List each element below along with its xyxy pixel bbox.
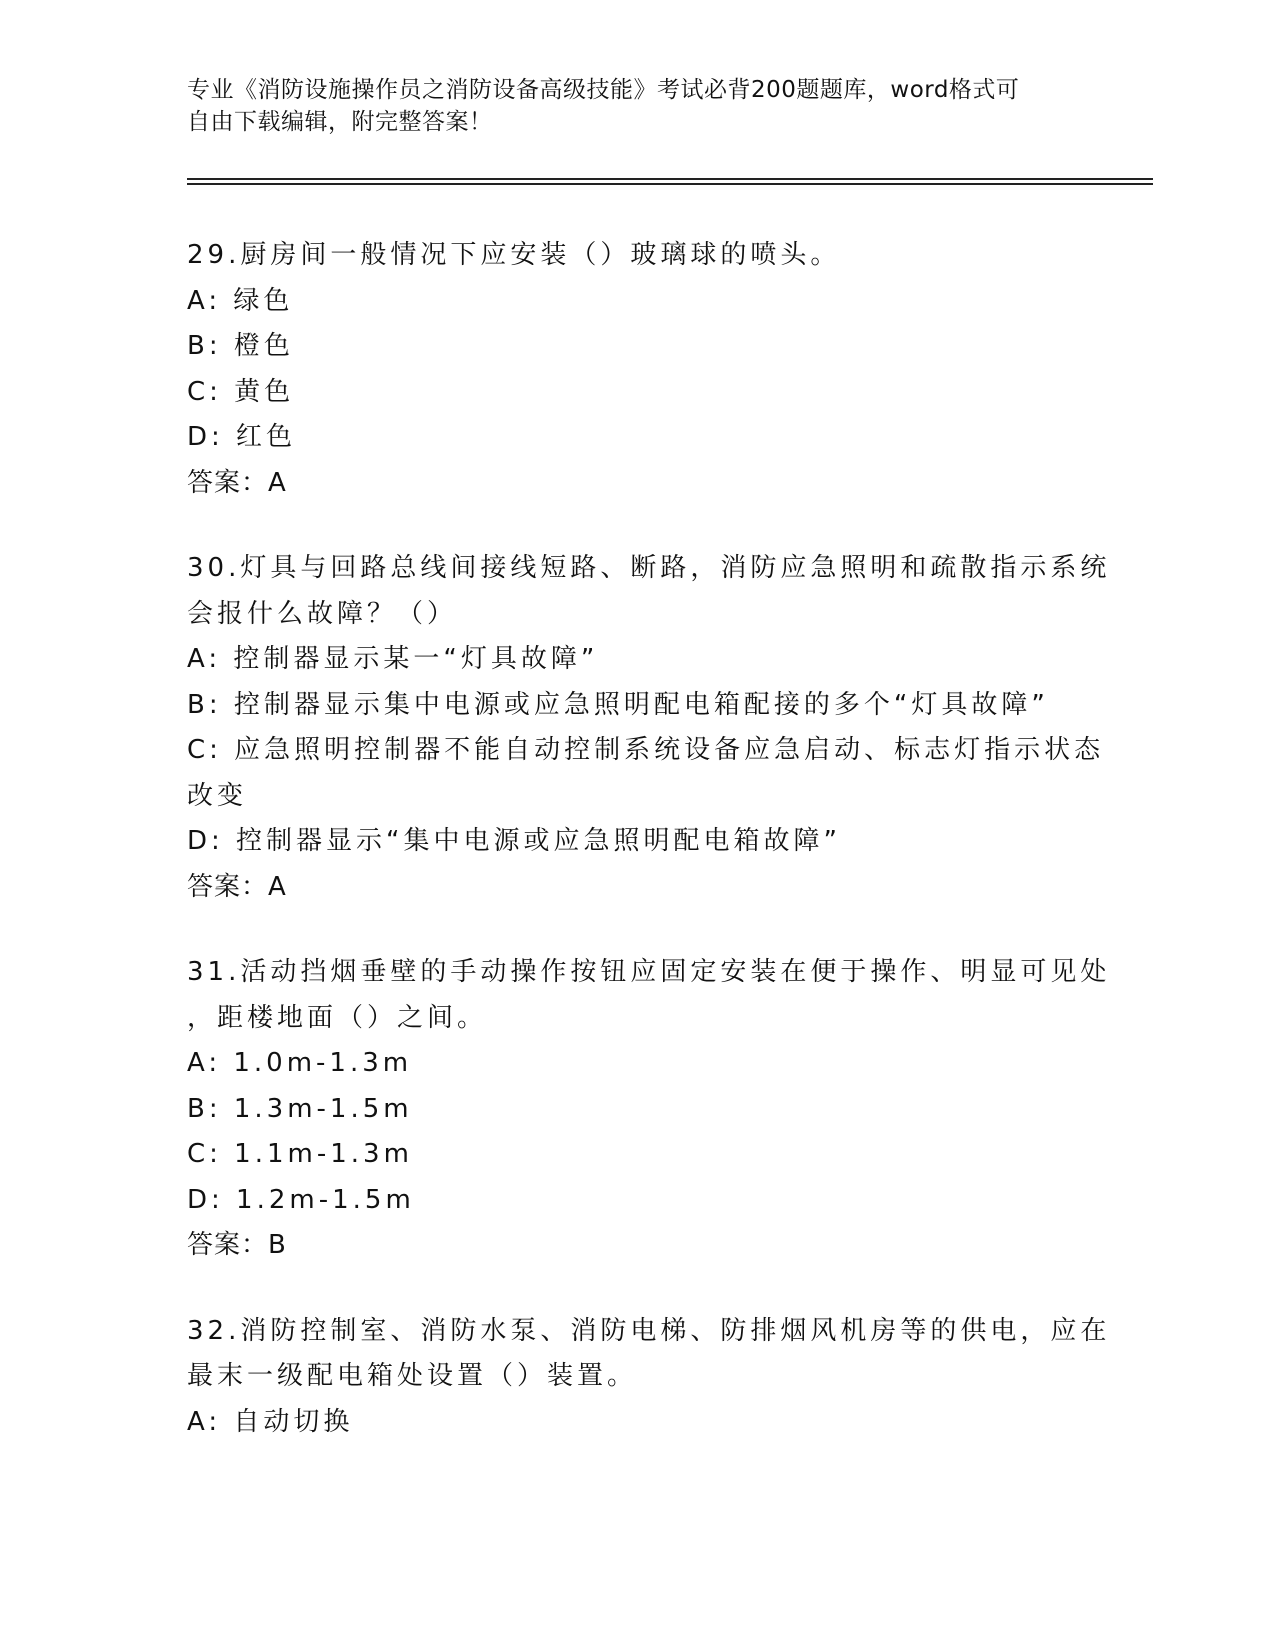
option-d: D: 红色 (187, 422, 297, 452)
question-list (187, 233, 1111, 1485)
question-stem: 32.消防控制室、消防水泵、消防电梯、防排烟风机房等的供电，应在 (187, 1315, 1111, 1346)
option-d: D: 1.2m-1.5m (187, 1184, 415, 1215)
question-stem: ，距楼地面（）之间。 (187, 1002, 488, 1033)
question-30 (187, 546, 1111, 910)
option-c: 改变 (187, 780, 248, 811)
question-31 (187, 950, 1111, 1269)
option-b: B: 橙色 (187, 331, 294, 361)
question-stem: 30.灯具与回路总线间接线短路、断路，消防应急照明和疏散指示系统 (187, 553, 1111, 583)
option-b: B: 1.3m-1.5m (187, 1093, 413, 1124)
question-stem: 会报什么故障？（） (187, 598, 458, 629)
option-c: C: 1.1m-1.3m (187, 1139, 413, 1169)
answer-line: 答案：B (187, 1230, 287, 1260)
header-divider-bottom (187, 183, 1153, 185)
option-a: A: 控制器显示某一“灯具故障” (187, 644, 599, 674)
question-29 (187, 233, 1087, 506)
answer-line: 答案：A (187, 871, 287, 902)
option-a: A: 绿色 (187, 285, 294, 316)
option-c: C: 应急照明控制器不能自动控制系统设备应急启动、标志灯指示状态 (187, 735, 1105, 765)
option-d: D: 控制器显示“集中电源或应急照明配电箱故障” (187, 826, 841, 856)
answer-line: 答案：A (187, 467, 287, 498)
question-stem: 31.活动挡烟垂壁的手动操作按钮应固定安装在便于操作、明显可见处 (187, 957, 1111, 987)
header-line: 专业《消防设施操作员之消防设备高级技能》考试必背200题题库，word格式可 (187, 77, 1020, 103)
option-b: B: 控制器显示集中电源或应急照明配电箱配接的多个“灯具故障” (187, 689, 1049, 720)
option-a: A: 1.0m-1.3m (187, 1048, 413, 1078)
question-stem: 29.厨房间一般情况下应安装（）玻璃球的喷头。 (187, 240, 841, 270)
option-a: A: 自动切换 (187, 1406, 354, 1437)
header-divider-top (187, 178, 1153, 180)
question-32 (187, 1309, 1111, 1446)
header-line: 自由下载编辑，附完整答案！ (187, 109, 493, 135)
question-stem: 最末一级配电箱处设置（）装置。 (187, 1361, 638, 1391)
option-c: C: 黄色 (187, 376, 295, 407)
page-header (187, 74, 1087, 138)
